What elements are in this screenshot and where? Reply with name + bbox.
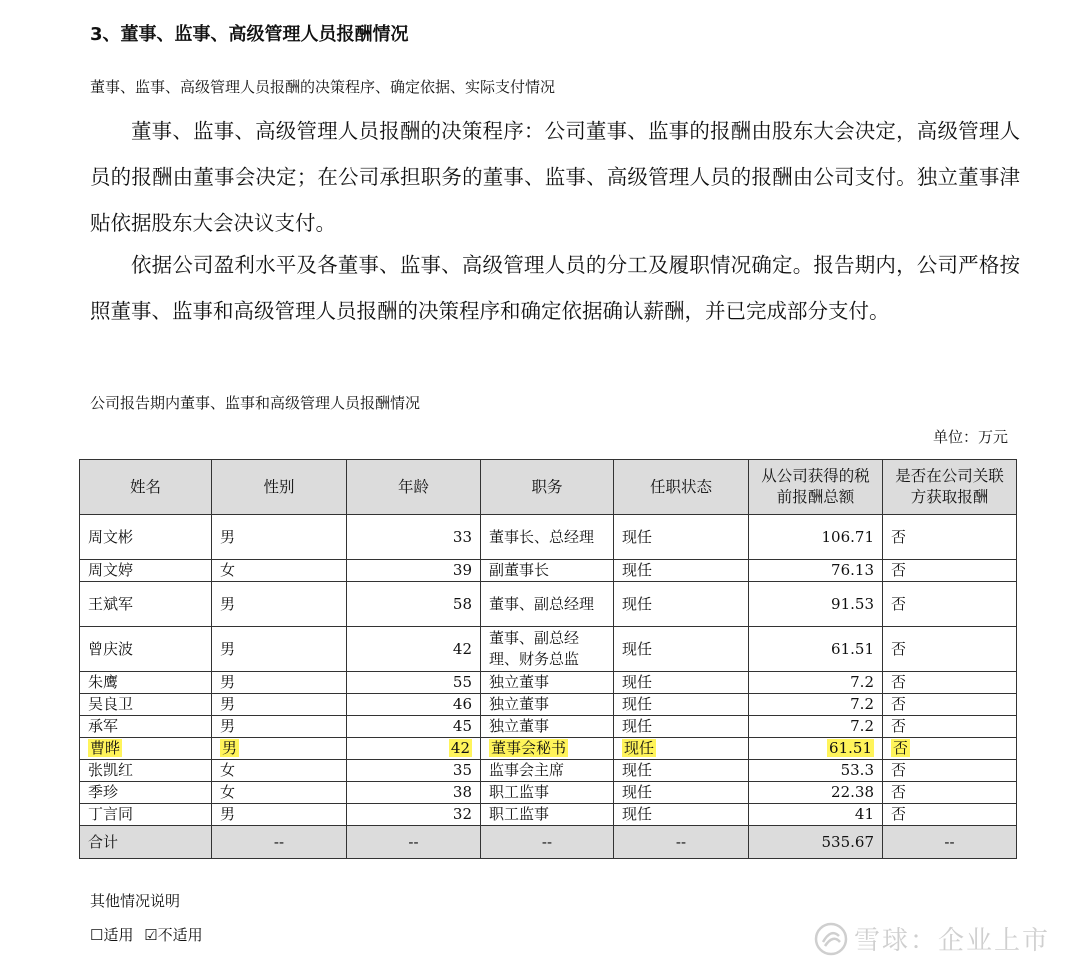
cell-pay: [749, 694, 883, 716]
cell-age: [347, 760, 481, 782]
cell-related: [883, 515, 1017, 560]
applicability-checkboxes: [90, 924, 203, 945]
cell-gender-text: 男: [220, 527, 236, 546]
cell-age-text: 33: [452, 527, 472, 546]
cell-age: [347, 627, 481, 672]
cell-pay: [749, 782, 883, 804]
cell-status-text: 现任: [622, 594, 653, 613]
cell-pay-text: 61.51: [829, 739, 872, 757]
cell-name: [80, 694, 212, 716]
table-row: [80, 738, 1017, 760]
cell-gender: [212, 738, 347, 760]
cell-position: [481, 582, 614, 627]
cell-gender-text: 男: [222, 739, 238, 757]
cell-status-text: 现任: [622, 561, 653, 579]
cell-related: [883, 627, 1017, 672]
paragraph-basis: [90, 242, 1020, 334]
cell-gender-text: 男: [220, 695, 236, 713]
cell-pay: [749, 760, 883, 782]
cell-status-text: 现任: [622, 761, 653, 779]
cell-status: [614, 627, 749, 672]
cell-age: [347, 560, 481, 582]
table-row: [80, 804, 1017, 826]
cell-name-text: 张凯红: [88, 761, 134, 779]
cell-age: [347, 515, 481, 560]
cell-position: [481, 760, 614, 782]
cell-pay: [749, 738, 883, 760]
cell-name: [80, 760, 212, 782]
table-total-row: [80, 826, 1017, 859]
snowball-logo-icon: [814, 922, 848, 956]
cell-status: [614, 515, 749, 560]
cell-name-text: 周文婷: [88, 561, 134, 579]
cell-position: [481, 782, 614, 804]
cell-age: [347, 672, 481, 694]
header-name: 姓名: [80, 460, 212, 515]
subheading: 董事、监事、高级管理人员报酬的决策程序、确定依据、实际支付情况: [90, 78, 556, 96]
table-row: [80, 716, 1017, 738]
table-row: [80, 582, 1017, 627]
watermark-text: 雪球：企业上市: [853, 926, 1050, 956]
cell-age: [347, 738, 481, 760]
cell-age-text: 45: [452, 717, 472, 735]
header-pay: 从公司获得的税前报酬总额: [749, 460, 883, 515]
cell-gender-text: 男: [220, 639, 236, 658]
cell-name: [80, 515, 212, 560]
cell-pay-text: 22.38: [831, 783, 874, 801]
total-position: --: [481, 826, 614, 859]
cell-status: [614, 738, 749, 760]
cell-pay: [749, 582, 883, 627]
cell-position: [481, 694, 614, 716]
cell-gender: [212, 672, 347, 694]
cell-name: [80, 672, 212, 694]
table-row: [80, 627, 1017, 672]
cell-related: [883, 672, 1017, 694]
cell-name-text: 曾庆波: [88, 639, 134, 658]
cell-pay-text: 53.3: [840, 761, 874, 779]
cell-status: [614, 716, 749, 738]
cell-related-text: 否: [891, 717, 907, 735]
total-label: 合计: [80, 826, 212, 859]
cell-gender: [212, 782, 347, 804]
cell-related: [883, 738, 1017, 760]
cell-position-text: 监事会主席: [489, 761, 565, 779]
cell-related: [883, 716, 1017, 738]
cell-related-text: 否: [891, 639, 907, 658]
cell-position-text: 副董事长: [489, 561, 550, 579]
cell-position-text: 董事长、总经理: [489, 527, 595, 546]
cell-age-text: 32: [452, 805, 472, 823]
cell-gender: [212, 627, 347, 672]
cell-name-text: 周文彬: [88, 527, 134, 546]
cell-pay-text: 76.13: [831, 561, 874, 579]
cell-name-text: 丁言同: [88, 805, 134, 823]
header-position: 职务: [481, 460, 614, 515]
cell-related-text: 否: [891, 783, 907, 801]
cell-related: [883, 582, 1017, 627]
cell-status-text: 现任: [622, 805, 653, 823]
cell-name: [80, 627, 212, 672]
cell-pay: [749, 560, 883, 582]
cell-name: [80, 560, 212, 582]
cell-status: [614, 582, 749, 627]
cell-status: [614, 782, 749, 804]
cell-age-text: 55: [452, 673, 472, 691]
cell-age: [347, 582, 481, 627]
section-heading: 3、董事、监事、高级管理人员报酬情况: [90, 24, 409, 45]
cell-age-text: 35: [452, 761, 472, 779]
cell-related-text: 否: [891, 695, 907, 713]
cell-gender: [212, 582, 347, 627]
table-row: [80, 782, 1017, 804]
cell-pay: [749, 627, 883, 672]
cell-pay-text: 7.2: [850, 695, 874, 713]
table-row: [80, 515, 1017, 560]
cell-gender-text: 女: [220, 561, 236, 579]
cell-related-text: 否: [891, 561, 907, 579]
cell-age-text: 39: [452, 561, 472, 579]
header-gender: 性别: [212, 460, 347, 515]
table-body: [80, 515, 1017, 826]
cell-position: [481, 560, 614, 582]
checkbox-not-applicable[interactable]: ☑不适用: [144, 926, 203, 944]
cell-pay-text: 7.2: [850, 673, 874, 691]
header-status: 任职状态: [614, 460, 749, 515]
cell-status-text: 现任: [622, 527, 653, 546]
cell-position-text: 董事、副总经理: [489, 594, 595, 613]
cell-name: [80, 738, 212, 760]
total-gender: --: [212, 826, 347, 859]
cell-related-text: 否: [891, 805, 907, 823]
cell-pay-text: 91.53: [831, 594, 874, 613]
cell-status-text: 现任: [622, 783, 653, 801]
cell-position: [481, 738, 614, 760]
table-row: [80, 560, 1017, 582]
cell-position-text: 独立董事: [489, 695, 550, 713]
cell-pay: [749, 804, 883, 826]
cell-status: [614, 760, 749, 782]
cell-gender: [212, 515, 347, 560]
cell-pay-text: 106.71: [821, 527, 874, 546]
cell-gender-text: 男: [220, 594, 236, 613]
cell-position-text: 董事会秘书: [491, 739, 567, 757]
compensation-table: [79, 459, 1017, 859]
cell-name-text: 朱鹰: [88, 673, 119, 691]
paragraph-decision-procedure: [90, 108, 1020, 246]
cell-gender: [212, 760, 347, 782]
total-pay: 535.67: [749, 826, 883, 859]
cell-gender-text: 男: [220, 717, 236, 735]
cell-position-text: 独立董事: [489, 673, 550, 691]
cell-position: [481, 804, 614, 826]
cell-name-text: 季珍: [88, 783, 119, 801]
other-notes-title: 其他情况说明: [90, 892, 181, 910]
cell-age-text: 46: [452, 695, 472, 713]
cell-gender: [212, 804, 347, 826]
cell-age-text: 58: [452, 594, 472, 613]
total-age: --: [347, 826, 481, 859]
cell-related-text: 否: [891, 673, 907, 691]
cell-position-text: 董事、副总经理、财务总监: [489, 629, 580, 668]
cell-name-text: 王斌军: [88, 594, 134, 613]
checkbox-applicable[interactable]: ☐适用: [90, 926, 134, 944]
cell-position: [481, 627, 614, 672]
paragraph-2-text: 依据公司盈利水平及各董事、监事、高级管理人员的分工及履职情况确定。报告期内，公司严格按照董事、监事和高级管理人员报酬的决策程序和确定依据确认薪酬，并已完成部分支付。: [90, 253, 1020, 323]
cell-gender: [212, 716, 347, 738]
cell-status-text: 现任: [622, 717, 653, 735]
table-row: [80, 694, 1017, 716]
cell-related-text: 否: [891, 594, 907, 613]
cell-status: [614, 560, 749, 582]
table-caption: 公司报告期内董事、监事和高级管理人员报酬情况: [90, 394, 421, 412]
cell-pay-text: 7.2: [850, 717, 874, 735]
cell-gender-text: 男: [220, 805, 236, 823]
cell-name: [80, 582, 212, 627]
table-row: [80, 760, 1017, 782]
cell-name: [80, 804, 212, 826]
total-status: --: [614, 826, 749, 859]
cell-position: [481, 672, 614, 694]
cell-pay-text: 61.51: [831, 639, 874, 658]
cell-related-text: 否: [891, 761, 907, 779]
cell-position: [481, 515, 614, 560]
cell-position-text: 职工监事: [489, 805, 550, 823]
cell-pay: [749, 672, 883, 694]
cell-status-text: 现任: [622, 673, 653, 691]
cell-status: [614, 672, 749, 694]
cell-gender: [212, 560, 347, 582]
paragraph-1-text: 董事、监事、高级管理人员报酬的决策程序：公司董事、监事的报酬由股东大会决定，高级管理人员的报酬由董事会决定；在公司承担职务的董事、监事、高级管理人员的报酬由公司支付。独立董事津贴依据股东大会决议支付。: [90, 119, 1020, 235]
cell-status-text: 现任: [622, 639, 653, 658]
cell-gender-text: 女: [220, 783, 236, 801]
cell-related: [883, 760, 1017, 782]
unit-label: 单位：万元: [932, 428, 1008, 446]
total-related: --: [883, 826, 1017, 859]
cell-pay: [749, 716, 883, 738]
cell-position-text: 独立董事: [489, 717, 550, 735]
cell-position-text: 职工监事: [489, 783, 550, 801]
cell-status-text: 现任: [624, 739, 655, 757]
cell-name: [80, 782, 212, 804]
cell-related: [883, 782, 1017, 804]
header-related: 是否在公司关联方获取报酬: [883, 460, 1017, 515]
cell-age: [347, 804, 481, 826]
cell-name: [80, 716, 212, 738]
cell-name-text: 吴良卫: [88, 695, 134, 713]
table-row: [80, 672, 1017, 694]
cell-pay-text: 41: [854, 805, 874, 823]
cell-age: [347, 694, 481, 716]
cell-age: [347, 782, 481, 804]
cell-gender-text: 女: [220, 761, 236, 779]
cell-status: [614, 804, 749, 826]
table-header-row: [80, 460, 1017, 515]
cell-related: [883, 560, 1017, 582]
cell-related: [883, 694, 1017, 716]
cell-age: [347, 716, 481, 738]
cell-age-text: 42: [450, 739, 470, 757]
cell-name-text: 承军: [88, 717, 119, 735]
cell-gender-text: 男: [220, 673, 236, 691]
cell-status: [614, 694, 749, 716]
cell-age-text: 42: [452, 639, 472, 658]
cell-gender: [212, 694, 347, 716]
cell-position: [481, 716, 614, 738]
cell-related-text: 否: [891, 527, 907, 546]
cell-status-text: 现任: [622, 695, 653, 713]
watermark: [814, 920, 1050, 957]
cell-pay: [749, 515, 883, 560]
header-age: 年龄: [347, 460, 481, 515]
cell-related: [883, 804, 1017, 826]
cell-name-text: 曹晔: [90, 739, 121, 757]
cell-related-text: 否: [893, 739, 909, 757]
cell-age-text: 38: [452, 783, 472, 801]
